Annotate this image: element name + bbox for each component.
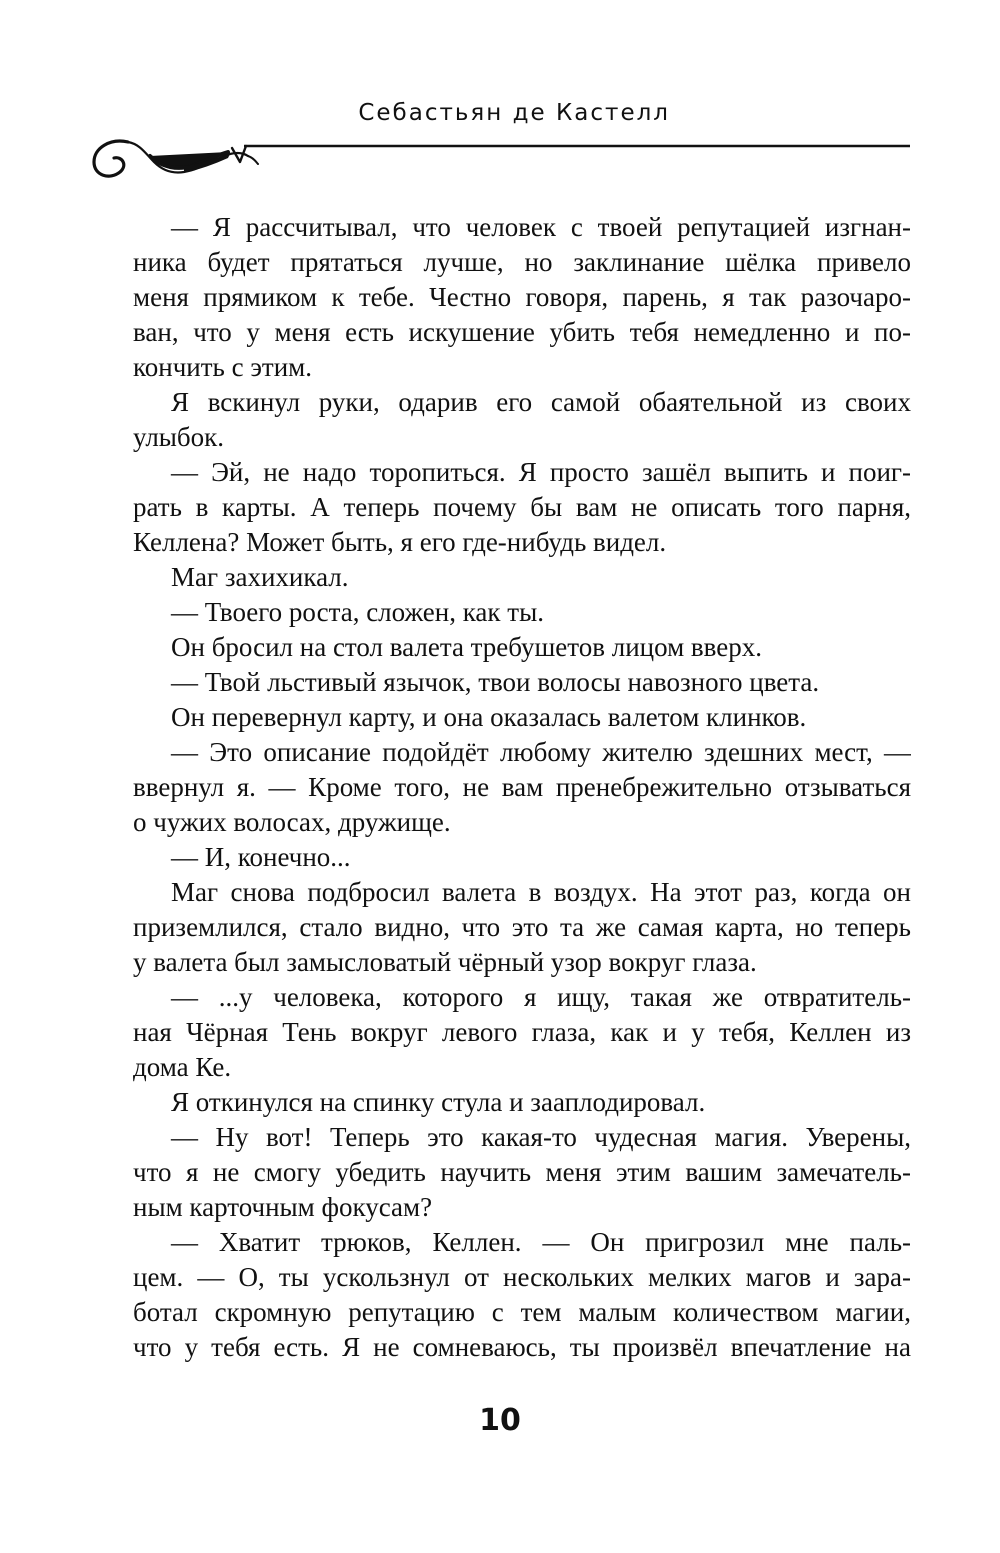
text-line: у валета был замысловатый чёрный узор вокруг глаза. (133, 947, 757, 977)
text-line: — Твоего роста, сложен, как ты. (171, 597, 544, 627)
text-line: ным карточным фокусам? (133, 1192, 433, 1222)
text-line: — ...у человека, которого я ищу, такая же отвратитель- (171, 982, 911, 1012)
paragraph (133, 980, 911, 1085)
text-line: — Твой льстивый язычок, твои волосы навозного цвета. (171, 667, 820, 697)
paragraph (133, 455, 911, 560)
text-line: Маг захихикал. (171, 562, 349, 592)
text-line: кончить с этим. (133, 352, 312, 382)
text-line: цем. — О, ты ускользнул от нескольких мелких магов и зара- (133, 1262, 911, 1292)
text-line: ввернул я. — Кроме того, не вам пренебрежительно отзываться (133, 772, 911, 802)
text-line: меня прямиком к тебе. Честно говоря, парень, я так разочаро- (133, 282, 911, 312)
text-line: Он перевернул карту, и она оказалась валетом клинков. (171, 702, 807, 732)
paragraph (133, 385, 911, 455)
text-line: — Хватит трюков, Келлен. — Он пригрозил мне паль- (171, 1227, 911, 1257)
text-line: ботал скромную репутацию с тем малым количеством магии, (133, 1297, 911, 1327)
text-line: ван, что у меня есть искушение убить тебя немедленно и по- (133, 317, 911, 347)
paragraph (133, 210, 911, 385)
paragraph (133, 875, 911, 980)
paragraph (133, 1085, 911, 1120)
page-number: 10 (479, 1403, 521, 1438)
text-line: Келлена? Может быть, я его где-нибудь видел. (133, 527, 667, 557)
text-line: о чужих волосах, дружище. (133, 807, 451, 837)
text-line: приземлился, стало видно, что это та же самая карта, но теперь (133, 912, 911, 942)
paragraph (133, 840, 911, 875)
paragraph (133, 735, 911, 840)
decorative-ornament-rule (88, 128, 912, 190)
text-line: — Эй, не надо торопиться. Я просто зашёл выпить и поиг- (171, 457, 911, 487)
text-line: что у тебя есть. Я не сомневаюсь, ты произвёл впечатление на (133, 1332, 911, 1362)
paragraph (133, 630, 911, 665)
text-line: — И, конечно... (171, 842, 351, 872)
text-line: дома Ке. (133, 1052, 232, 1082)
paragraph (133, 1120, 911, 1225)
text-line: ника будет прятаться лучше, но заклинание шёлка привело (133, 247, 911, 277)
paragraph (133, 1225, 911, 1365)
text-line: ная Чёрная Тень вокруг левого глаза, как и у тебя, Келлен из (133, 1017, 911, 1047)
text-line: улыбок. (133, 422, 225, 452)
text-line: — Ну вот! Теперь это какая-то чудесная магия. Уверены, (171, 1122, 911, 1152)
paragraph (133, 560, 911, 595)
paragraph (133, 665, 911, 700)
text-line: — Я рассчитывал, что человек с твоей репутацией изгнан- (171, 212, 911, 242)
paragraph (133, 595, 911, 630)
running-head-author: Себастьян де Кастелл (358, 100, 670, 126)
text-line: Я откинулся на спинку стула и зааплодировал. (171, 1087, 706, 1117)
text-line: что я не смогу убедить научить меня этим вашим замечатель- (133, 1157, 911, 1187)
text-line: рать в карты. А теперь почему бы вам не описать того парня, (133, 492, 911, 522)
text-line: Он бросил на стол валета требушетов лицом вверх. (171, 632, 762, 662)
body-text (133, 210, 911, 1365)
text-line: Я вскинул руки, одарив его самой обаятельной из своих (171, 387, 911, 417)
text-line: — Это описание подойдёт любому жителю здешних мест, — (171, 737, 911, 767)
paragraph (133, 700, 911, 735)
text-line: Маг снова подбросил валета в воздух. На этот раз, когда он (171, 877, 911, 907)
